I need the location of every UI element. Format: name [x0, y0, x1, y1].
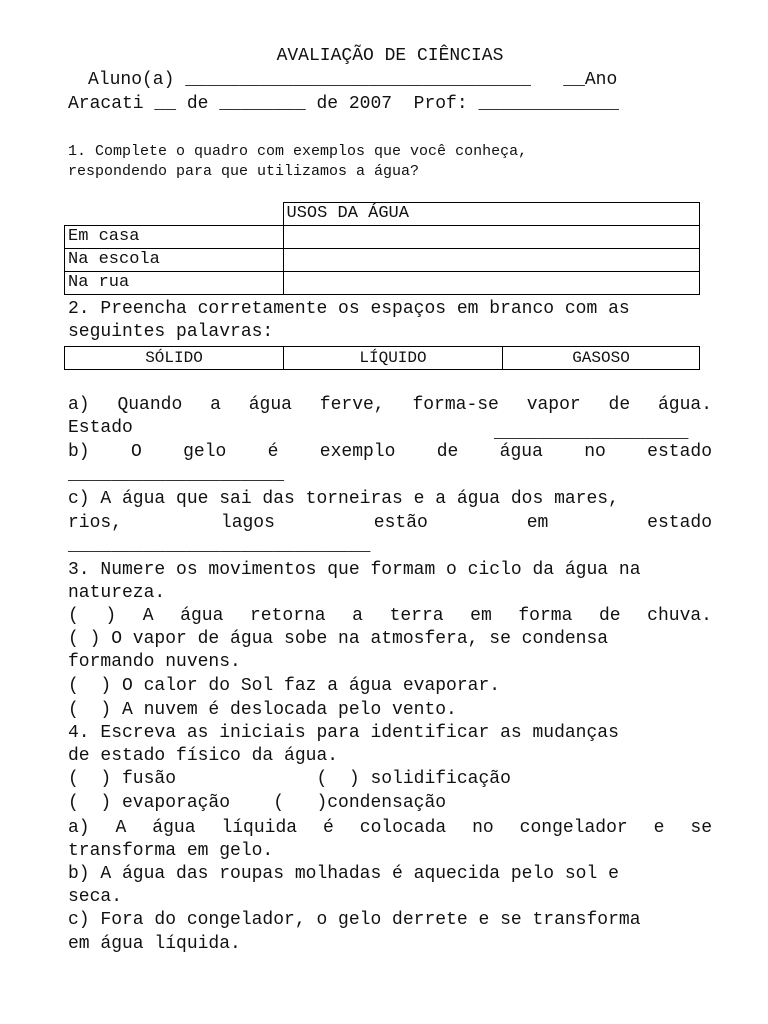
q2a-line1: a) Quando a água ferve, forma-se vapor de água. [68, 395, 712, 415]
q4-text-line2: de estado físico da água. [68, 746, 339, 766]
q4c-line2: em água líquida. [68, 934, 241, 954]
q4-options-line1: ( ) fusão ( ) solidificação [68, 769, 511, 789]
q3-item3: ( ) O calor do Sol faz a água evaporar. [68, 676, 501, 696]
q3-item2-line2: formando nuvens. [68, 652, 241, 672]
q3-item1: ( ) A água retorna a terra em forma de chuva. [68, 606, 712, 626]
word-gas: GASOSO [503, 347, 700, 370]
q1-text-line2: respondendo para que utilizamos a água? [68, 163, 420, 180]
page-title: AVALIAÇÃO DE CIÊNCIAS [276, 46, 504, 66]
word-solid: SÓLIDO [65, 347, 284, 370]
student-name-line: Aluno(a) ________________________________ __Ano [88, 70, 618, 90]
q4c-line1: c) Fora do congelador, o gelo derrete e se transforma [68, 910, 641, 930]
q4a-line2: transforma em gelo. [68, 841, 274, 861]
q2c-line1: c) A água que sai das torneiras e a água dos mares, [68, 489, 619, 509]
table-row [65, 226, 700, 249]
q2c-blank: ____________________________ [68, 536, 371, 556]
water-uses-table [64, 202, 700, 295]
q4-options-line2: ( ) evaporação ( )condensação [68, 793, 447, 813]
q3-text-line1: 3. Numere os movimentos que formam o ciclo da água na [68, 560, 641, 580]
row-label: Em casa [65, 226, 284, 249]
date-teacher-line: Aracati __ de ________ de 2007 Prof: _____________ [68, 94, 619, 114]
states-word-table [64, 346, 700, 370]
q4b-line1: b) A água das roupas molhadas é aquecida pelo sol e [68, 864, 619, 884]
table-row [65, 249, 700, 272]
q3-text-line2: natureza. [68, 583, 166, 603]
answer-cell [283, 249, 700, 272]
q4b-line2: seca. [68, 887, 123, 907]
row-label: Na rua [65, 272, 284, 295]
q3-item4: ( ) A nuvem é deslocada pelo vento. [68, 700, 457, 720]
table-header: USOS DA ÁGUA [283, 203, 700, 226]
answer-cell [283, 272, 700, 295]
q1-text-line1: 1. Complete o quadro com exemplos que você conheça, [68, 143, 528, 160]
word-liquid: LÍQUIDO [284, 347, 503, 370]
q3-item2-line1: ( ) O vapor de água sobe na atmosfera, se condensa [68, 629, 609, 649]
answer-cell [283, 226, 700, 249]
q2b-line1: b) O gelo é exemplo de água no estado [68, 442, 712, 462]
q2-text-line1: 2. Preencha corretamente os espaços em branco com as [68, 299, 630, 319]
q4-text-line1: 4. Escreva as iniciais para identificar as mudanças [68, 723, 619, 743]
q4a-line1: a) A água líquida é colocada no congelador e se [68, 818, 712, 838]
q2a-blank: __________________ [494, 423, 689, 443]
q2a-estado: Estado [68, 418, 133, 438]
q2c-line2: rios, lagos estão em estado [68, 513, 712, 533]
row-label: Na escola [65, 249, 284, 272]
q2b-blank: ____________________ [68, 465, 285, 485]
q2-text-line2: seguintes palavras: [68, 322, 274, 342]
table-corner [65, 203, 284, 226]
table-row [65, 272, 700, 295]
